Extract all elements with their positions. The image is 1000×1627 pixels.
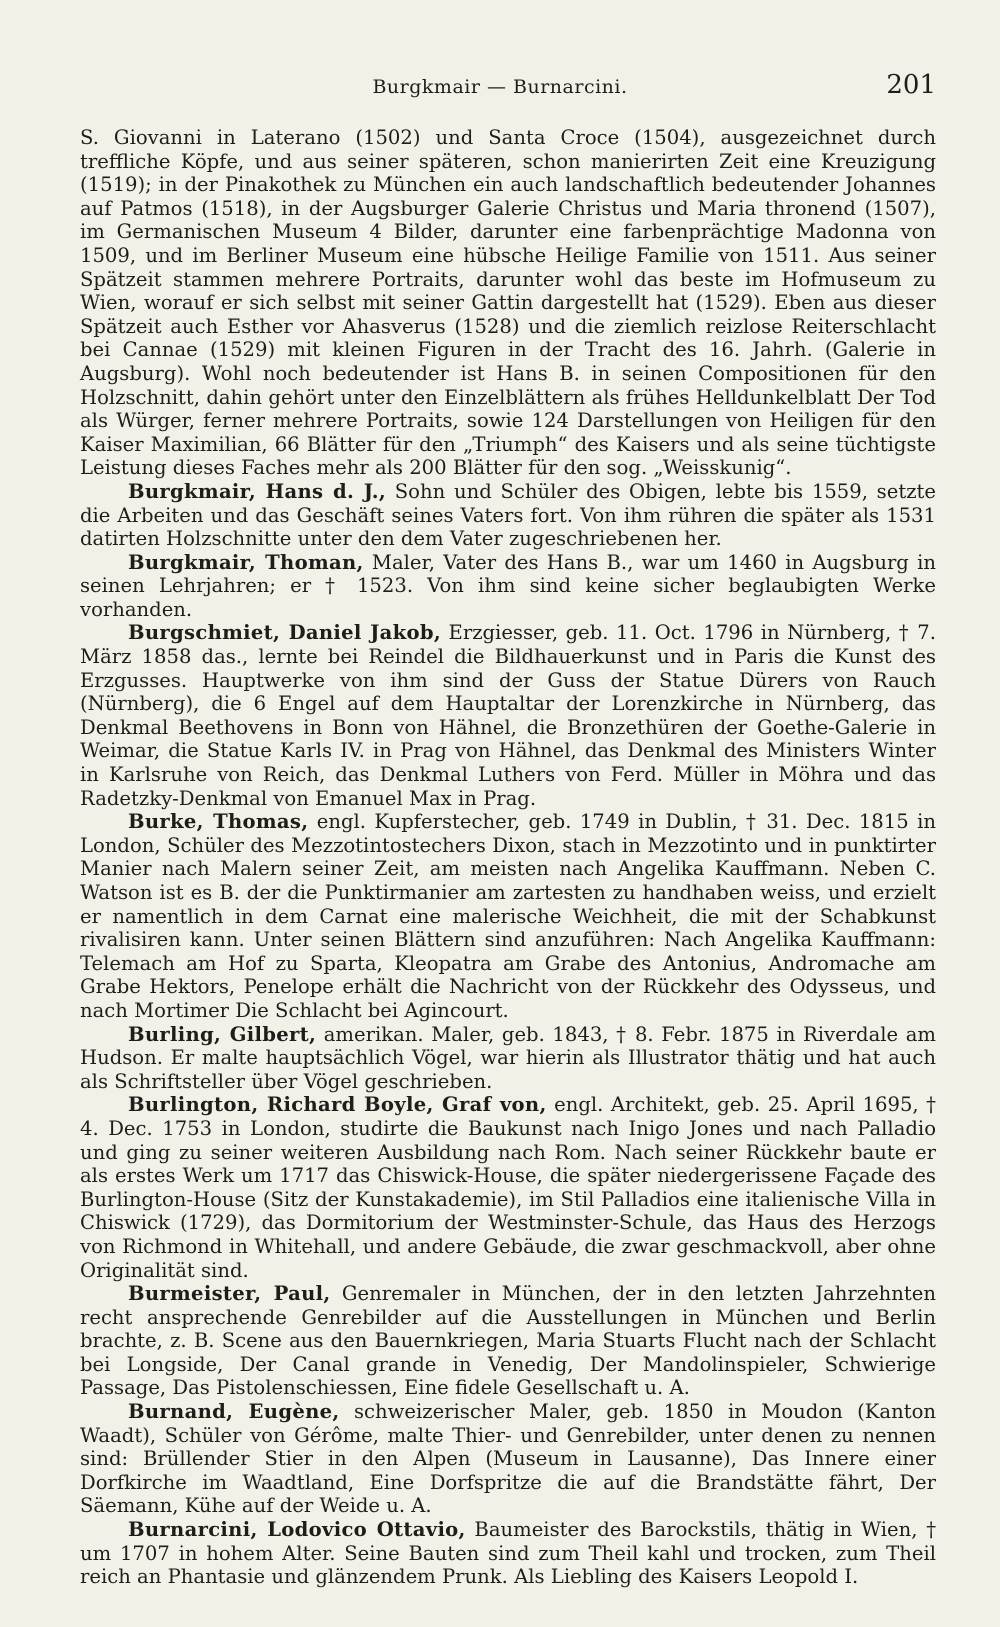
entry-text: amerikan. Maler, geb. 1843, † 8. Febr. 1875 in Riverdale am Hudson. Er malte hauptsächlich Vögel, war hierin als Illustrator thätig und hat auch als Schriftsteller über Vögel geschrieben. <box>80 1022 937 1093</box>
entry-text: Baumeister des Barockstils, thätig in Wien, † um 1707 in hohem Alter. Seine Bauten sind zum Theil kahl und trocken, zum Theil reich an Phantasie und glänzendem Prunk. Als Liebling des Kaisers Leopold I. <box>80 1518 936 1589</box>
entry-lemma: Burling, Gilbert, <box>128 1022 317 1046</box>
entry-burgkmair-hans-dj <box>80 480 936 551</box>
entry-text: Sohn und Schüler des Obigen, lebte bis 1559, setzte die Arbeiten und das Geschäft seines Vaters fort. Von ihm rühren die später als 1531 datirten Holzschnitte unter den dem Vater zugeschriebenen her. <box>80 479 937 551</box>
entry-text: Genremaler in München, der in den letzten Jahrzehnten recht ansprechende Genrebilder auf die Ausstellungen in München und Berlin brachte, z. B. Scene aus den Bauernkriegen, Maria Stuarts Flucht nach der Schlacht bei Longside, Der Canal grande in Venedig, Der Mandolinspieler, Schwierige Passage, Das Pistolenschiessen, Eine fidele Gesellschaft u. A. <box>80 1282 937 1400</box>
entry-lemma: Burnarcini, Lodovico Ottavio, <box>128 1518 466 1542</box>
entry-burnarcini <box>80 1518 936 1589</box>
entry-text: schweizerischer Maler, geb. 1850 in Moudon (Kanton Waadt), Schüler von Gérôme, malte Thier- und Genrebilder, unter denen zu nennen sind: Brüllender Stier in den Alpen (Museum in Lausanne), Das Innere einer Dorfkirche im Waadtland, Eine Dorfspritze die auf die Brandstätte fährt, Der Säemann, Kühe auf der Weide u. A. <box>80 1400 936 1518</box>
continuation-paragraph: S. Giovanni in Laterano (1502) und Santa Croce (1504), ausgezeichnet durch treffliche Köpfe, und aus seiner späteren, schon manierirten Zeit eine Kreuzigung (1519); in der Pinakothek zu München ein auch landschaftlich bedeutender Johannes auf Patmos (1518), in der Augsburger Galerie Christus und Maria thronend (1507), im Germanischen Museum 4 Bilder, darunter eine farbenprächtige Madonna von 1509, und im Berliner Museum eine hübsche Heilige Familie von 1511. Aus seiner Spätzeit stammen mehrere Portraits, darunter wohl das beste im Hofmuseum zu Wien, worauf er sich selbst mit seiner Gattin dargestellt hat (1529). Eben aus dieser Spätzeit auch Esther vor Ahasverus (1528) und die ziemlich reizlose Reiterschlacht bei Cannae (1529) mit kleinen Figuren in der Tracht des 16. Jahrh. (Galerie in Augsburg). Wohl noch bedeutender ist Hans B. in seinen Compositionen für den Holzschnitt, dahin gehört unter den Einzelblättern als frühes Helldunkelblatt Der Tod als Würger, ferner mehrere Portraits, sowie 124 Darstellungen von Heiligen für den Kaiser Maximilian, 66 Blätter für den „Triumph“ des Kaisers und als seine tüchtigste Leistung dieses Faches mehr als 200 Blätter für den sog. „Weisskunig“. <box>80 126 936 480</box>
entry-text: Maler, Vater des Hans B., war um 1460 in Augsburg in seinen Lehrjahren; er † 1523. Von ihm sind keine sicher beglaubigten Werke vorhanden. <box>80 550 936 621</box>
entry-lemma: Burke, Thomas, <box>128 810 309 834</box>
entry-text: Erzgiesser, geb. 11. Oct. 1796 in Nürnberg, † 7. März 1858 das., lernte bei Reindel die Bildhauerkunst und in Paris die Kunst des Erzgusses. Hauptwerke von ihm sind der Guss der Statue Dürers von Rauch (Nürnberg), die 6 Engel auf dem Hauptaltar der Lorenzkirche in Nürnberg, das Denkmal Beethovens in Bonn von Hähnel, die Bronzethüren der Goethe-Galerie in Weimar, die Statue Karls IV. in Prag von Hähnel, das Denkmal des Ministers Winter in Karlsruhe von Reich, das Denkmal Luthers von Ferd. Müller in Möhra und das Radetzky-Denkmal von Emanuel Max in Prag. <box>80 621 936 810</box>
page-header <box>0 70 1000 106</box>
entry-text: engl. Kupferstecher, geb. 1749 in Dublin, † 31. Dec. 1815 in London, Schüler des Mezzotintostechers Dixon, stach in Mezzotinto und in punktirter Manier nach Malern seiner Zeit, am meisten nach Angelika Kauffmann. Neben C. Watson ist es B. der die Punktirmanier am zartesten zu handhaben weiss, und erzielt er namentlich in dem Carnat eine malerische Weichheit, die mit der Schabkunst rivalisiren kann. Unter seinen Blättern sind anzuführen: Nach Angelika Kauffmann: Telemach am Hof zu Sparta, Kleopatra am Grabe des Antonius, Andromache am Grabe Hektors, Penelope erhält die Nachricht von der Rückkehr des Odysseus, und nach Mortimer Die Schlacht bei Agincourt. <box>80 810 936 1022</box>
page-number: 201 <box>886 70 936 100</box>
entry-text: engl. Architekt, geb. 25. April 1695, † 4. Dec. 1753 in London, studirte die Baukunst nach Inigo Jones und nach Palladio und ging zu seiner weiteren Ausbildung nach Rom. Nach seiner Rückkehr baute er als erstes Werk um 1717 das Chiswick-House, die später niedergerissene Façade des Burlington-House (Sitz der Kunstakademie), im Stil Palladios eine italienische Villa in Chiswick (1729), das Dormitorium der Westminster-Schule, das Haus des Herzogs von Richmond in Whitehall, und andere Gebäude, die zwar geschmackvoll, aber ohne Originalität sind. <box>80 1093 936 1282</box>
running-title: Burgkmair — Burnarcini. <box>372 76 628 98</box>
entry-lemma: Burgkmair, Thoman, <box>128 550 364 574</box>
entry-burling <box>80 1023 936 1094</box>
entry-lemma: Burgschmiet, Daniel Jakob, <box>128 621 441 645</box>
entry-burmeister <box>80 1282 936 1400</box>
entry-lemma: Burnand, Eugène, <box>128 1400 340 1424</box>
entry-burgkmair-thoman <box>80 551 936 622</box>
entry-burke <box>80 810 936 1022</box>
entry-lemma: Burmeister, Paul, <box>128 1282 331 1306</box>
page-body <box>80 126 936 1589</box>
entry-lemma: Burgkmair, Hans d. J., <box>128 479 387 503</box>
entry-burlington <box>80 1093 936 1282</box>
entry-burgschmiet <box>80 621 936 810</box>
entry-burnand <box>80 1400 936 1518</box>
entry-lemma: Burlington, Richard Boyle, Graf von, <box>128 1093 547 1117</box>
